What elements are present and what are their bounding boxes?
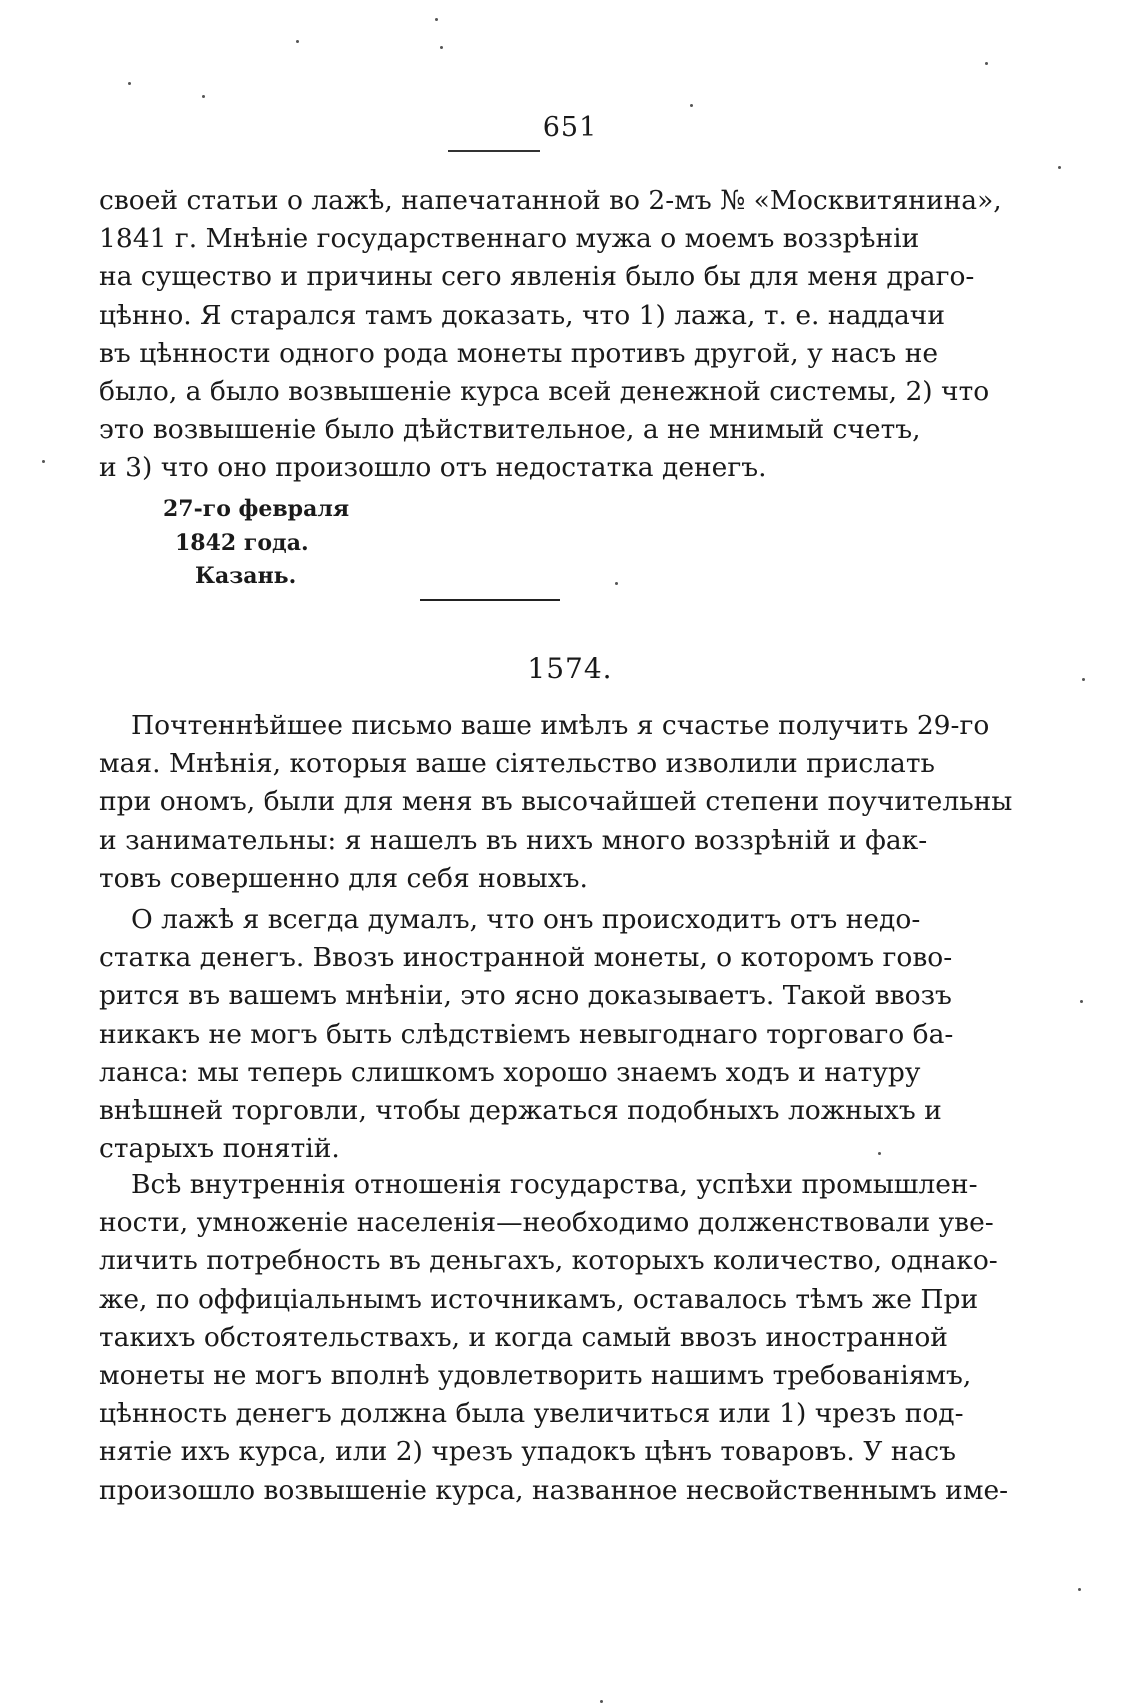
scan-speck	[600, 1700, 603, 1703]
text-line: и 3) что оно произошло отъ недостатка денегъ.	[99, 452, 767, 484]
text-line: въ цѣнности одного рода монеты противъ другой, у насъ не	[99, 337, 939, 369]
letter-paragraph-3	[99, 1166, 1009, 1510]
text-line: было, а было возвышеніе курса всей денежной системы, 2) что	[99, 376, 990, 408]
text-line: 1841 г. Мнѣніе государственнаго мужа о моемъ воззрѣніи	[99, 223, 920, 255]
scan-speck	[878, 1152, 881, 1155]
page-number-underline	[448, 150, 540, 152]
signature-date: 27-го февраля	[163, 496, 350, 522]
letter-paragraph-2	[99, 901, 954, 1168]
signature-year: 1842 года.	[175, 530, 309, 556]
text-line: ланса: мы теперь слишкомъ хорошо знаемъ ходъ и натуру	[99, 1056, 921, 1088]
text-line: при ономъ, были для меня въ высочайшей степени поучительны	[99, 786, 1013, 818]
scan-speck	[1058, 166, 1061, 169]
section-divider	[420, 599, 560, 601]
text-line: внѣшней торговли, чтобы держаться подобныхъ ложныхъ и	[99, 1095, 942, 1127]
scan-speck	[440, 46, 443, 49]
text-line: личить потребность въ деньгахъ, которыхъ количество, однако-	[99, 1245, 998, 1277]
signature-place: Казань.	[195, 563, 297, 589]
text-line: О лажѣ я всегда думалъ, что онъ происходитъ отъ недо-	[131, 904, 921, 935]
text-line: никакъ не могъ быть слѣдствіемъ невыгоднаго торговаго ба-	[99, 1018, 954, 1050]
continued-letter-text	[99, 182, 1002, 488]
scan-speck	[690, 104, 693, 107]
text-line: на существо и причины сего явленія было бы для меня драго-	[99, 261, 975, 293]
letter-paragraph-1	[99, 707, 1013, 898]
scan-speck	[1080, 1000, 1083, 1003]
text-line: старыхъ понятій.	[99, 1133, 340, 1165]
scan-speck	[128, 82, 131, 85]
text-line: нятіе ихъ курса, или 2) чрезъ упадокъ цѣнъ товаровъ. У насъ	[99, 1436, 956, 1468]
scan-speck	[1082, 678, 1085, 681]
scan-speck	[985, 62, 988, 65]
scan-speck	[615, 582, 618, 585]
text-line: Всѣ внутреннія отношенія государства, успѣхи промышлен-	[131, 1169, 978, 1200]
scan-speck	[42, 460, 45, 463]
text-line: цѣнно. Я старался тамъ доказать, что 1) лажа, т. е. наддачи	[99, 299, 945, 331]
text-line: мая. Мнѣнія, которыя ваше сіятельство изволили прислать	[99, 748, 935, 780]
text-line: рится въ вашемъ мнѣніи, это ясно доказываетъ. Такой ввозъ	[99, 980, 952, 1012]
scan-speck	[435, 18, 438, 21]
letter-number: 1574.	[527, 652, 613, 685]
text-line: же, по оффиціальнымъ источникамъ, оставалось тѣмъ же При	[99, 1283, 979, 1315]
text-line: своей статьи о лажѣ, напечатанной во 2-мъ № «Москвитянина»,	[99, 185, 1002, 216]
text-line: товъ совершенно для себя новыхъ.	[99, 862, 588, 894]
text-line: и занимательны: я нашелъ въ нихъ много воззрѣній и фак-	[99, 824, 928, 856]
text-line: статка денегъ. Ввозъ иностранной монеты, о которомъ гово-	[99, 942, 953, 974]
scan-speck	[296, 40, 299, 43]
text-line: Почтеннѣйшее письмо ваше имѣлъ я счастье получить 29-го	[131, 710, 990, 741]
page-number: 651	[542, 112, 598, 143]
text-line: монеты не могъ вполнѣ удовлетворить нашимъ требованіямъ,	[99, 1360, 972, 1392]
text-line: цѣнность денегъ должна была увеличиться или 1) чрезъ под-	[99, 1398, 964, 1430]
scan-speck	[1078, 1588, 1081, 1591]
text-line: произошло возвышеніе курса, названное несвойственнымъ име-	[99, 1474, 1009, 1506]
text-line: это возвышеніе было дѣйствительное, а не мнимый счетъ,	[99, 414, 921, 446]
text-line: ности, умноженіе населенія—необходимо долженствовали уве-	[99, 1207, 994, 1239]
scan-speck	[202, 95, 205, 98]
text-line: такихъ обстоятельствахъ, и когда самый ввозъ иностранной	[99, 1321, 948, 1353]
